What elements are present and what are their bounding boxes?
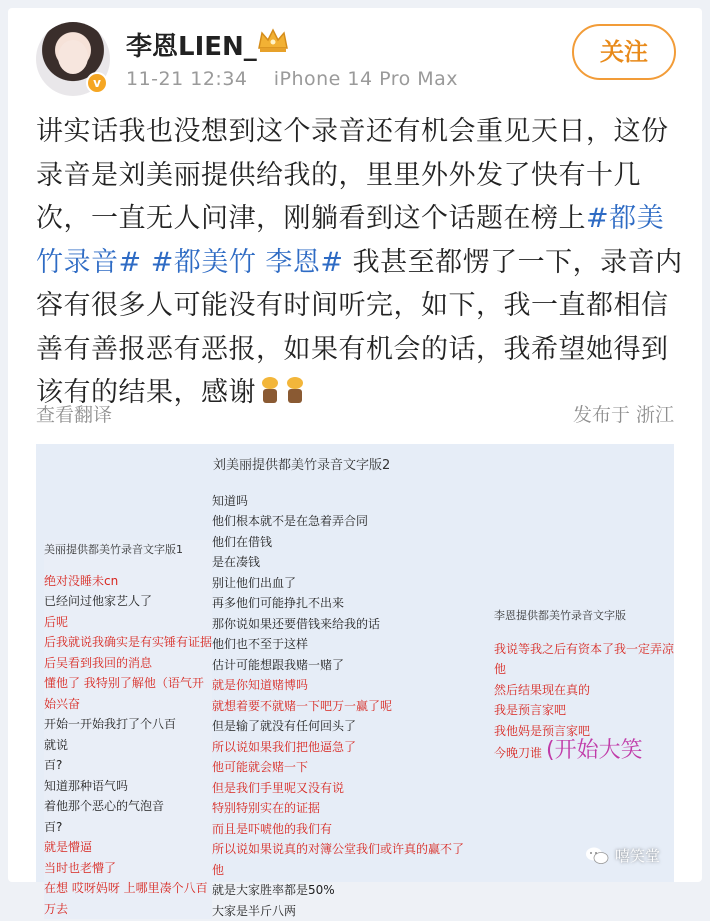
transcript-line: 知道吗: [212, 491, 492, 512]
post-device: iPhone 14 Pro Max: [274, 68, 458, 90]
transcript-line: 而且是吓唬他的我们有: [212, 819, 492, 840]
transcript-line: 他: [212, 860, 492, 881]
post-time: 11-21 12:34: [126, 68, 248, 90]
watermark: [585, 845, 660, 866]
wechat-icon: [585, 846, 609, 866]
transcript-line: 就是大家胜率都是50%: [212, 880, 492, 901]
transcript-line: 今晚刀谁: [486, 746, 542, 760]
transcript-line: 他可能就会赌一下: [212, 757, 492, 778]
transcript-line: 后吴看到我回的消息: [44, 653, 212, 674]
transcript-line: 他们在借钱: [212, 532, 492, 553]
transcript-line: 所以说如果我们把他逼急了: [212, 737, 492, 758]
transcript-line: 他们也不至于这样: [212, 634, 492, 655]
post-meta: [126, 68, 458, 90]
transcript-line: 别让他们出血了: [212, 573, 492, 594]
post-text-part-2: 我甚至都愣了一下，录音内容有很多人可能没有时间听完，如下，我一直都相信善有善报恶有恶报，如果有机会的话，我希望她得到该有的结果，感谢: [36, 247, 683, 409]
transcript-line: 后我就说我确实是有实锤有证据: [44, 632, 212, 653]
doc-title: 李恩提供都美竹录音文字版: [494, 606, 676, 627]
follow-button[interactable]: 关注: [572, 24, 676, 80]
pray-emoji-icon: [259, 377, 281, 405]
transcript-line: 已经问过他家艺人了: [44, 591, 212, 612]
translate-link[interactable]: 查看翻译: [36, 400, 112, 427]
doc-title: 刘美丽提供都美竹录音文字版2: [213, 456, 492, 477]
post-image[interactable]: [36, 444, 674, 882]
avatar-face: [58, 40, 88, 74]
transcript-line: 知道那种语气吗: [44, 776, 212, 797]
transcript-line: 就是你知道赌博吗: [212, 675, 492, 696]
transcript-doc-3: [486, 606, 676, 764]
transcript-doc-2: [212, 456, 492, 921]
transcript-line: 就想着要不就赌一下吧万一赢了呢: [212, 696, 492, 717]
transcript-line: 但是我们手里呢又没有说: [212, 778, 492, 799]
doc-title: 美丽提供都美竹录音文字版1: [44, 540, 212, 561]
transcript-line: 是在凑钱: [212, 552, 492, 573]
transcript-line: 我说等我之后有资本了我一定弄凉他: [486, 639, 676, 680]
transcript-line: 就说: [44, 735, 212, 756]
post-location: 发布于 浙江: [573, 400, 674, 427]
transcript-line: 我他妈是预言家吧: [486, 721, 676, 742]
transcript-line: 懂他了 我特别了解他（语气开始兴奋: [44, 673, 212, 714]
transcript-line: 百?: [44, 817, 212, 838]
transcript-line: 但是输了就没有任何回头了: [212, 716, 492, 737]
hashtag-2[interactable]: #都美竹 李恩#: [151, 247, 344, 278]
transcript-line: 估计可能想跟我赌一赌了: [212, 655, 492, 676]
transcript-line: 着他那个恶心的气泡音: [44, 796, 212, 817]
post-text-part-1: 讲实话我也没想到这个录音还有机会重见天日，这份录音是刘美丽提供给我的，里里外外发了快有十几次，一直无人问津，刚躺看到这个话题在榜上: [36, 116, 669, 234]
transcript-line: 百?: [44, 755, 212, 776]
username[interactable]: 李恩LIEN_: [126, 26, 257, 63]
transcript-line: 那你说如果还要借钱来给我的话: [212, 614, 492, 635]
transcript-line: 我是预言家吧: [486, 700, 676, 721]
handwritten-note: (开始大笑: [546, 738, 643, 763]
transcript-line: 再多他们可能挣扎不出来: [212, 593, 492, 614]
transcript-line: 所以说如果说真的对簿公堂我们或许真的赢不了: [212, 839, 492, 860]
transcript-line: 然后结果现在真的: [486, 680, 676, 701]
transcript-line: 特别特别实在的证据: [212, 798, 492, 819]
weibo-post-card: [8, 8, 702, 882]
transcript-line: 在想 哎呀妈呀 上哪里凑个八百万去: [44, 878, 212, 919]
transcript-line: 开始一开始我打了个八百: [44, 714, 212, 735]
pray-emoji-icon: [284, 377, 306, 405]
hashtag-1[interactable]: #都美竹录音#: [36, 203, 664, 278]
verified-badge-icon: v: [86, 72, 108, 94]
crown-icon: [256, 26, 290, 54]
transcript-line: 就是懵逼: [44, 837, 212, 858]
transcript-line: 绝对没睡未cn: [44, 571, 212, 592]
transcript-line: 大家是半斤八两: [212, 901, 492, 921]
transcript-doc-1: [44, 540, 212, 919]
watermark-text: 嘻笑堂: [615, 845, 660, 866]
transcript-line: 后呢: [44, 612, 212, 633]
transcript-line: 他们根本就不是在急着弄合同: [212, 511, 492, 532]
transcript-line: 当时也老懵了: [44, 858, 212, 879]
post-text: [36, 110, 686, 415]
